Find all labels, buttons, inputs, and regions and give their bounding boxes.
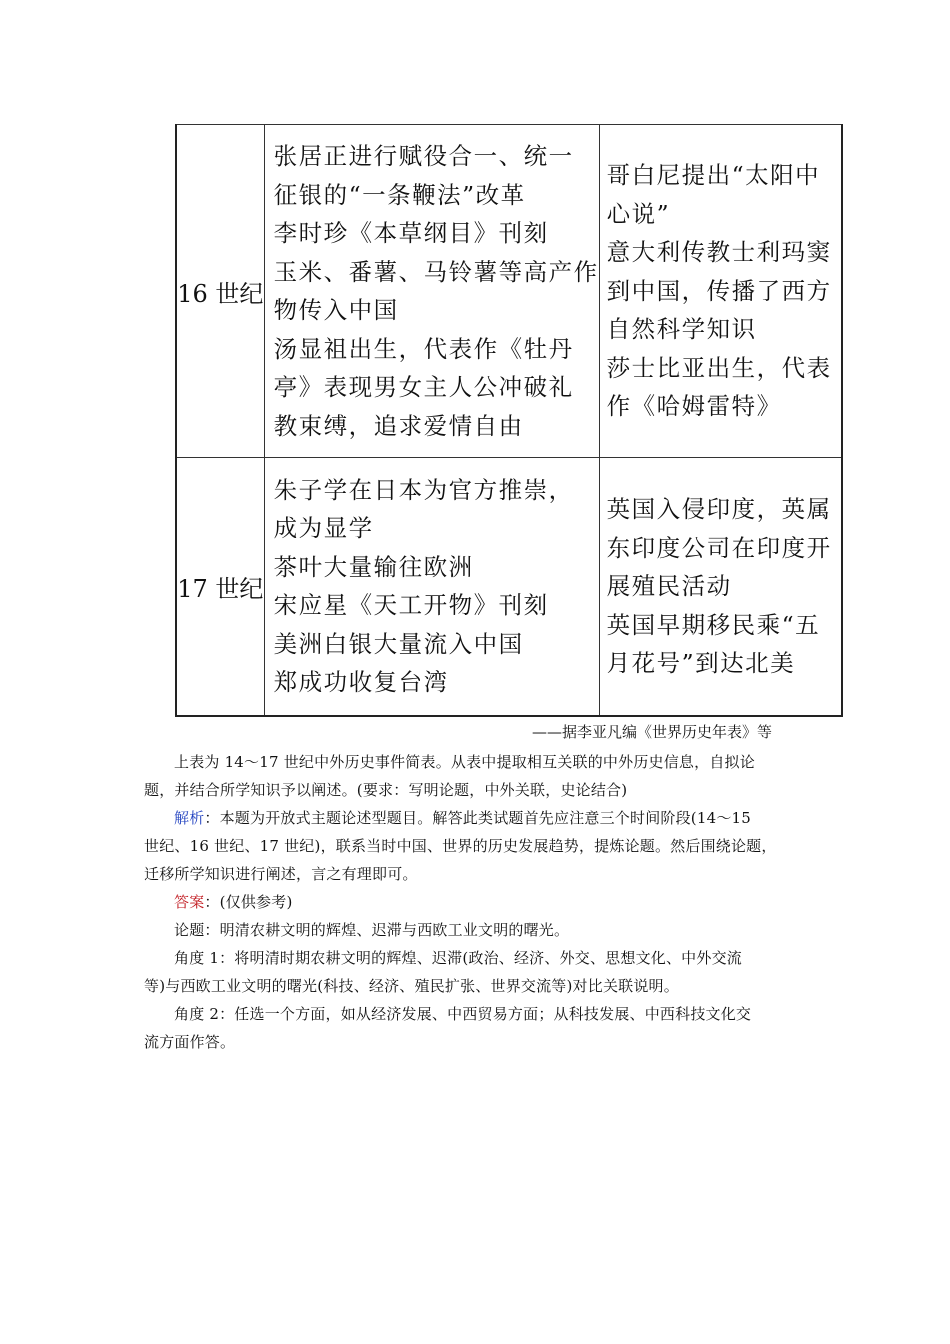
china-events-cell (264, 125, 599, 458)
history-table-wrap (175, 124, 843, 715)
world-events-cell (599, 458, 842, 716)
answer-angle2-line: 角度 2：任选一个方面，如从经济发展、中西贸易方面；从科技发展、中西科技文化交 (174, 1005, 752, 1023)
event-line: 自然科学知识 (606, 315, 757, 344)
event-line: 张居正进行赋役合一、统一 (273, 142, 574, 170)
table-row-16th-century (176, 125, 842, 458)
event-line: 月花号”到达北美 (606, 649, 796, 677)
event-line: 教束缚，追求爱情自由 (273, 411, 524, 440)
event-line: 意大利传教士利玛窦 (606, 238, 832, 267)
event-line: 郑成功收复台湾 (273, 668, 449, 697)
century-cell: 16 世纪 (176, 125, 264, 458)
answer-section (144, 888, 824, 1056)
answer-thesis: 论题：明清农耕文明的辉煌、迟滞与西欧工业文明的曙光。 (174, 921, 570, 939)
answer-header (144, 888, 824, 916)
question-line: 上表为 14～17 世纪中外历史事件简表。从表中提取相互关联的中外历史信息，自拟论 (174, 753, 755, 771)
analysis-text: ：本题为开放式主题论述型题目。解答此类试题首先应注意三个时间阶段(14～15 (204, 809, 752, 827)
event-line: 成为显学 (273, 514, 374, 543)
analysis-section (144, 804, 824, 888)
century-cell: 17 世纪 (176, 458, 264, 716)
event-line: 到中国，传播了西方 (606, 276, 832, 305)
question-text (144, 748, 824, 804)
analysis-label: 解析 (174, 809, 205, 827)
event-line: 汤显祖出生，代表作《牡丹 (273, 334, 574, 363)
event-line: 哥白尼提出“太阳中 (606, 161, 821, 190)
event-line: 玉米、番薯、马铃薯等高产作 (273, 257, 599, 286)
event-line: 茶叶大量输往欧洲 (273, 552, 474, 581)
event-line: 展殖民活动 (606, 572, 732, 600)
analysis-line: 世纪、16 世纪、17 世纪)，联系当时中国、世界的历史发展趋势，提炼论题。然后围绕论题， (144, 837, 777, 855)
analysis-line: 迁移所学知识进行阐述，言之有理即可。 (144, 865, 418, 883)
event-line: 莎士比亚出生，代表 (606, 353, 832, 382)
event-line: 李时珍《本草纲目》刊刻 (273, 219, 549, 247)
event-line: 东印度公司在印度开 (606, 533, 832, 562)
answer-note: ：(仅供参考) (204, 893, 293, 911)
history-events-table (175, 124, 843, 717)
answer-angle1-line: 等)与西欧工业文明的曙光(科技、经济、殖民扩张、世界交流等)对比关联说明。 (144, 977, 679, 995)
table-source-citation: ——据李亚凡编《世界历史年表》等 (532, 723, 773, 741)
event-line: 宋应星《天工开物》刊刻 (273, 591, 549, 620)
question-line: 题，并结合所学知识予以阐述。(要求：写明论题，中外关联，史论结合) (144, 781, 628, 799)
table-row-17th-century (176, 458, 842, 716)
event-line: 美洲白银大量流入中国 (273, 629, 524, 658)
event-line: 物传入中国 (273, 296, 399, 324)
answer-angle2-line: 流方面作答。 (144, 1033, 236, 1051)
analysis-line (144, 804, 824, 832)
answer-label: 答案 (174, 893, 205, 911)
world-events-cell (599, 125, 842, 458)
answer-angle1-line: 角度 1：将明清时期农耕文明的辉煌、迟滞(政治、经济、外交、思想文化、中外交流 (174, 949, 742, 967)
event-line: 征银的“一条鞭法”改革 (273, 180, 526, 209)
china-events-cell (264, 458, 599, 716)
event-line: 作《哈姆雷特》 (606, 392, 782, 421)
event-line: 心说” (606, 199, 671, 228)
event-line: 英国早期移民乘“五 (606, 610, 821, 639)
event-line: 亭》表现男女主人公冲破礼 (273, 373, 574, 401)
event-line: 朱子学在日本为官方推崇， (273, 475, 574, 504)
event-line: 英国入侵印度，英属 (606, 495, 832, 523)
